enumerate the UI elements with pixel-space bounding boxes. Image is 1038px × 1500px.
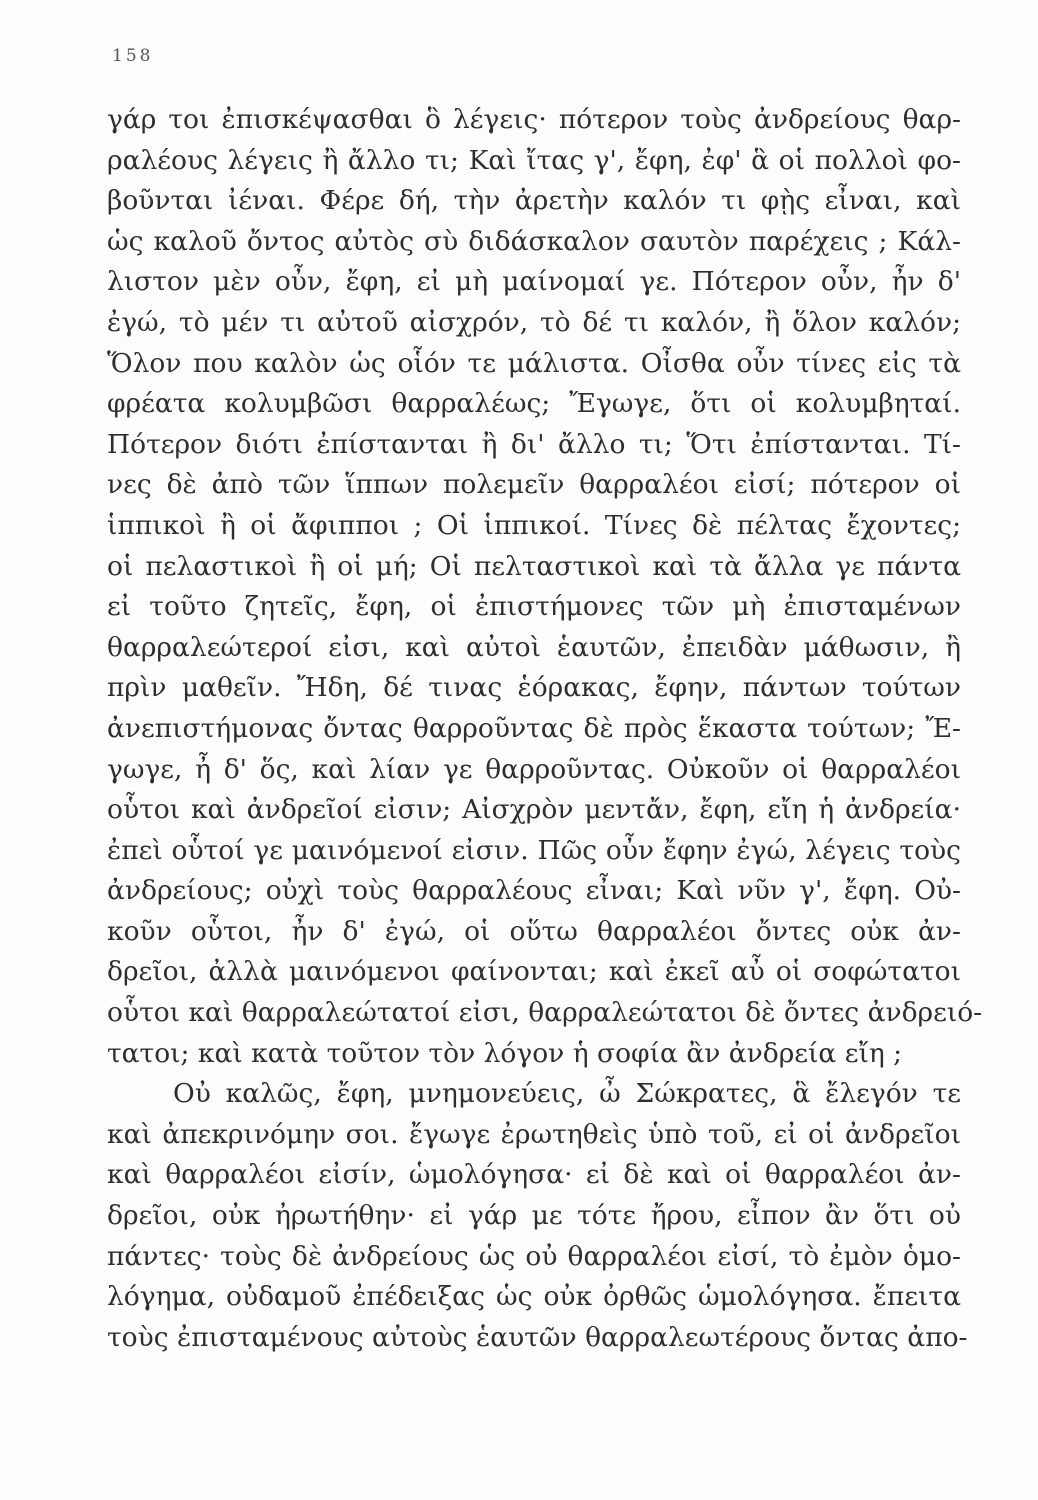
text-line: οὗτοι καὶ ἀνδρεῖοί εἰσιν; Αἰσχρὸν μεντἄν, ἔφη, εἴη ἡ ἀνδρεία·	[107, 794, 961, 826]
text-line: λόγημα, οὐδαμοῦ ἐπέδειξας ὡς οὐκ ὀρθῶς ὡμολόγησα. ἔπειτα	[107, 1281, 961, 1313]
body-text	[107, 100, 983, 1358]
text-line: νες δὲ ἀπὸ τῶν ἵππων πολεμεῖν θαρραλέοι εἰσί; πότερον οἱ	[107, 469, 961, 501]
text-line: πάντες· τοὺς δὲ ἀνδρείους ὡς οὐ θαρραλέοι εἰσί, τὸ ἐμὸν ὁμο-	[107, 1240, 961, 1272]
text-line: καὶ ἀπεκρινόμην σοι. ἔγωγε ἐρωτηθεὶς ὑπὸ τοῦ, εἰ οἱ ἀνδρεῖοι	[107, 1118, 961, 1150]
text-line: οἱ πελαστικοὶ ἢ οἱ μή; Οἱ πελταστικοὶ καὶ τὰ ἄλλα γε πάντα	[107, 550, 961, 582]
text-line: ἱππικοὶ ἢ οἱ ἄφιπποι ; Οἱ ἱππικοί. Τίνες δὲ πέλτας ἔχοντες;	[107, 509, 961, 541]
text-line: τατοι; καὶ κατὰ τοῦτον τὸν λόγον ἡ σοφία ἂν ἀνδρεία εἴη ;	[107, 1037, 903, 1069]
text-line: ἐπεὶ οὗτοί γε μαινόμενοί εἰσιν. Πῶς οὖν ἔφην ἐγώ, λέγεις τοὺς	[107, 834, 961, 866]
page-number: 158	[112, 46, 154, 66]
text-line-paragraph-start: Οὐ καλῶς, ἔφη, μνημονεύεις, ὦ Σώκρατες, ἃ ἔλεγόν τε	[173, 1078, 961, 1110]
text-line: ραλέους λέγεις ἢ ἄλλο τι; Καὶ ἴτας γ', ἔφη, ἐφ' ἃ οἱ πολλοὶ φο-	[107, 144, 961, 176]
text-line: ἀνδρείους; οὐχὶ τοὺς θαρραλέους εἶναι; Καὶ νῦν γ', ἔφη. Οὐ-	[107, 875, 961, 907]
text-line: γάρ τοι ἐπισκέψασθαι ὃ λέγεις· πότερον τοὺς ἀνδρείους θαρ-	[107, 104, 961, 135]
text-line: βοῦνται ἰέναι. Φέρε δή, τὴν ἀρετὴν καλόν τι φῂς εἶναι, καὶ	[107, 185, 961, 217]
text-line: τοὺς ἐπισταμένους αὐτοὺς ἑαυτῶν θαρραλεωτέρους ὄντας ἀπο-	[107, 1321, 968, 1353]
text-line: εἰ τοῦτο ζητεῖς, ἔφη, οἱ ἐπιστήμονες τῶν μὴ ἐπισταμένων	[107, 591, 961, 623]
text-line: καὶ θαρραλέοι εἰσίν, ὡμολόγησα· εἰ δὲ καὶ οἱ θαρραλέοι ἀν-	[107, 1159, 961, 1191]
text-line: φρέατα κολυμβῶσι θαρραλέως; Ἔγωγε, ὅτι οἱ κολυμβηταί.	[107, 388, 961, 420]
text-line: ὡς καλοῦ ὄντος αὐτὸς σὺ διδάσκαλον σαυτὸν παρέχεις ; Κάλ-	[107, 225, 961, 257]
text-line: ἀνεπιστήμονας ὄντας θαρροῦντας δὲ πρὸς ἕκαστα τούτων; Ἔ-	[107, 712, 961, 744]
text-line: Πότερον διότι ἐπίστανται ἢ δι' ἄλλο τι; Ὅτι ἐπίστανται. Τί-	[107, 428, 961, 460]
text-line: πρὶν μαθεῖν. Ἤδη, δέ τινας ἑόρακας, ἔφην, πάντων τούτων	[107, 672, 961, 704]
text-line: κοῦν οὗτοι, ἦν δ' ἐγώ, οἱ οὕτω θαρραλέοι ὄντες οὐκ ἀν-	[107, 915, 961, 947]
text-line: δρεῖοι, ἀλλὰ μαινόμενοι φαίνονται; καὶ ἐκεῖ αὖ οἱ σοφώτατοι	[107, 956, 961, 988]
text-line: οὗτοι καὶ θαρραλεώτατοί εἰσι, θαρραλεώτατοι δὲ ὄντες ἀνδρειό-	[107, 997, 983, 1029]
text-line: Ὅλον που καλὸν ὡς οἷόν τε μάλιστα. Οἶσθα οὖν τίνες εἰς τὰ	[107, 347, 961, 379]
text-line: λιστον μὲν οὖν, ἔφη, εἰ μὴ μαίνομαί γε. Πότερον οὖν, ἦν δ'	[107, 266, 961, 298]
text-line: θαρραλεώτεροί εἰσι, καὶ αὐτοὶ ἑαυτῶν, ἐπειδὰν μάθωσιν, ἢ	[107, 631, 961, 663]
text-line: δρεῖοι, οὐκ ἠρωτήθην· εἰ γάρ με τότε ἤρου, εἶπον ἂν ὅτι οὐ	[107, 1200, 961, 1232]
text-line: ἐγώ, τὸ μέν τι αὐτοῦ αἰσχρόν, τὸ δέ τι καλόν, ἢ ὅλον καλόν;	[107, 306, 961, 338]
text-line: γωγε, ἦ δ' ὅς, καὶ λίαν γε θαρροῦντας. Οὐκοῦν οἱ θαρραλέοι	[107, 753, 961, 785]
